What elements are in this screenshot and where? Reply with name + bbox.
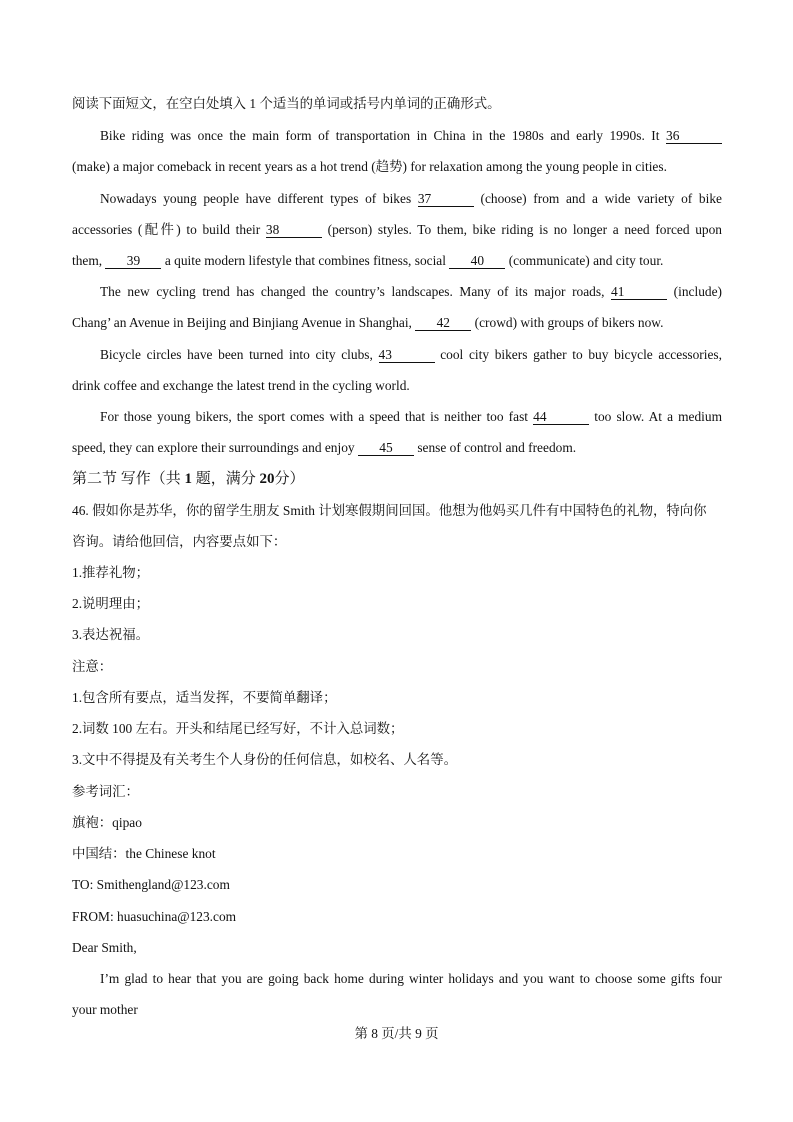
blank-40[interactable]: 40 <box>449 253 505 269</box>
vocab-label: 参考词汇： <box>72 784 139 799</box>
letter-to: TO: Smithengland@123.com <box>72 877 230 892</box>
vocab-1: 旗袍：qipao <box>72 815 142 830</box>
point-3: 3.表达祝福。 <box>72 627 149 642</box>
p5-line2: speed, they can explore their surroundings and enjoy 45 sense of control and freedom. <box>72 440 577 455</box>
task-line1: 46. 假如你是苏华，你的留学生朋友 Smith 计划寒假期间回国。他想为他妈买几件有中国特色的礼物，特向你 <box>72 503 707 518</box>
letter-body-line1: I’m glad to hear that you are going back home during winter holidays and you want to choose some gifts four <box>100 971 722 986</box>
p3-line1: The new cycling trend has changed the country’s landscapes. Many of its major roads, 41 (include) <box>100 284 722 299</box>
section-title: 第二节 写作（共 1 题，满分 20分） <box>72 471 305 487</box>
note-label: 注意： <box>72 659 113 674</box>
note-2: 2.词数 100 左右。开头和结尾已经写好，不计入总词数； <box>72 721 404 736</box>
p4-line1: Bicycle circles have been turned into city clubs, 43 cool city bikers gather to buy bicycle accessories, <box>100 347 722 362</box>
blank-43[interactable]: 43 <box>379 347 435 363</box>
p2-line3: them, 39 a quite modern lifestyle that combines fitness, social 40 (communicate) and city tour. <box>72 253 664 268</box>
blank-42[interactable]: 42 <box>415 315 471 331</box>
p4-line2: drink coffee and exchange the latest trend in the cycling world. <box>72 378 410 393</box>
p1-line2: (make) a major comeback in recent years as a hot trend (趋势) for relaxation among the young people in cities. <box>72 159 667 174</box>
instruction: 阅读下面短文，在空白处填入 1 个适当的单词或括号内单词的正确形式。 <box>72 96 501 111</box>
letter-body-line2: your mother <box>72 1002 138 1017</box>
blank-44[interactable]: 44 <box>533 409 589 425</box>
p3-line2: Chang’ an Avenue in Beijing and Binjiang Avenue in Shanghai, 42 (crowd) with groups of bikers now. <box>72 315 664 330</box>
p2-line1: Nowadays young people have different types of bikes 37 (choose) from and a wide variety of bike <box>100 191 722 206</box>
p2-line2: accessories (配件) to build their 38 (person) styles. To them, bike riding is no longer a need forced upon <box>72 222 722 237</box>
note-1: 1.包含所有要点，适当发挥，不要简单翻译； <box>72 690 337 705</box>
blank-36[interactable]: 36 <box>666 128 722 144</box>
blank-38[interactable]: 38 <box>266 222 322 238</box>
vocab-2: 中国结：the Chinese knot <box>72 846 216 861</box>
blank-45[interactable]: 45 <box>358 440 414 456</box>
page-number: 第 8 页/共 9 页 <box>354 1026 439 1041</box>
blank-39[interactable]: 39 <box>105 253 161 269</box>
p5-line1: For those young bikers, the sport comes with a speed that is neither too fast 44 too slow. At a medium <box>100 409 722 424</box>
point-2: 2.说明理由； <box>72 596 149 611</box>
blank-41[interactable]: 41 <box>611 284 667 300</box>
letter-greeting: Dear Smith, <box>72 940 137 955</box>
blank-37[interactable]: 37 <box>418 191 474 207</box>
p1-line1: Bike riding was once the main form of transportation in China in the 1980s and early 1990s. It 36 <box>72 126 722 146</box>
note-3: 3.文中不得提及有关考生个人身份的任何信息，如校名、人名等。 <box>72 752 457 767</box>
letter-from: FROM: huasuchina@123.com <box>72 909 237 924</box>
task-line2: 咨询。请给他回信，内容要点如下： <box>72 534 287 549</box>
point-1: 1.推荐礼物； <box>72 565 149 580</box>
